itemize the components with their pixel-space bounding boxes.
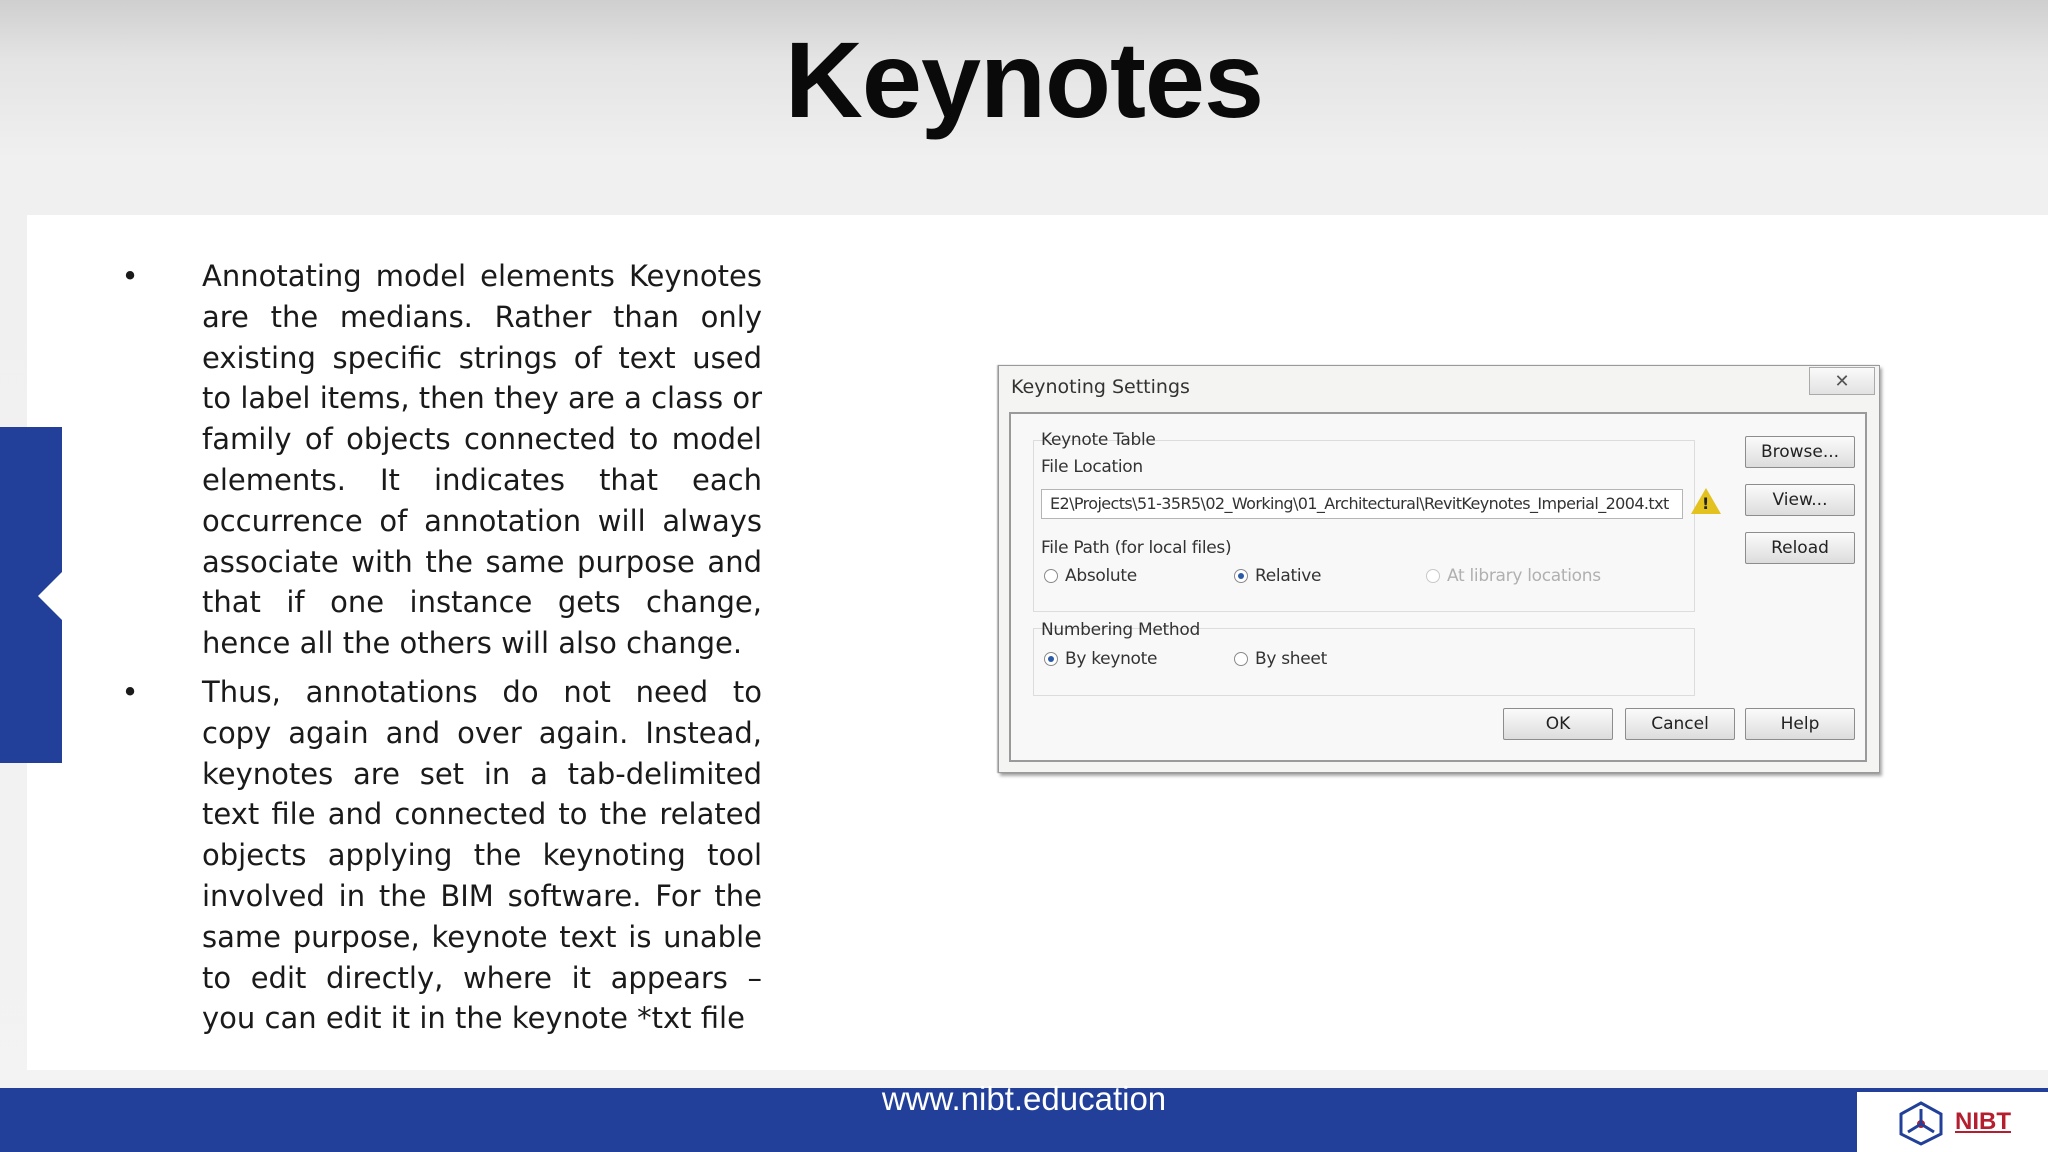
slide-title: Keynotes — [784, 19, 1264, 140]
bullet-text: Annotating model elements Keynotes are the medians. Rather than only existing specific strings of text used to label items, then they are a class or family of objects connected to model elements. It indicates that each occurrence of annotation will always associate with the same purpose and that if one instance gets change, hence all the others will also change. — [202, 259, 762, 661]
browse-button[interactable]: Browse... — [1745, 436, 1855, 468]
footer-url[interactable]: www.nibt.education — [881, 1080, 1167, 1117]
reload-button[interactable]: Reload — [1745, 532, 1855, 564]
warning-mark: ! — [1702, 494, 1710, 513]
logo-text: NIBT — [1955, 1108, 2011, 1135]
radio-absolute-label: Absolute — [1065, 566, 1137, 586]
keynote-table-label: Keynote Table — [1041, 430, 1156, 450]
help-button[interactable]: Help — [1745, 708, 1855, 740]
file-location-label: File Location — [1041, 457, 1143, 477]
nibt-logo-icon — [1897, 1100, 1945, 1146]
dialog-body — [1009, 412, 1867, 762]
logo — [1857, 1092, 2048, 1152]
bullet-item — [120, 256, 762, 664]
bullet-icon: • — [121, 674, 139, 709]
radio-by-keynote[interactable] — [1044, 652, 1058, 666]
chevron-left-icon[interactable] — [38, 572, 62, 620]
radio-library-locations[interactable] — [1426, 569, 1440, 583]
radio-absolute[interactable] — [1044, 569, 1058, 583]
bullet-text: Thus, annotations do not need to copy again and over again. Instead, keynotes are set in a tab-delimited text file and connected to the related objects applying the keynoting tool involved in the BIM software. For the same purpose, keynote text is unable to edit directly, where it appears – you can edit it in the keynote *txt file — [202, 674, 762, 1036]
radio-by-sheet-label: By sheet — [1255, 649, 1327, 669]
radio-by-sheet[interactable] — [1234, 652, 1248, 666]
close-icon[interactable]: ✕ — [1809, 367, 1875, 395]
radio-library-locations-label: At library locations — [1447, 566, 1601, 586]
bullet-list — [120, 256, 762, 1047]
dialog-title: Keynoting Settings — [1011, 376, 1190, 398]
bullet-icon: • — [121, 259, 139, 293]
file-path-label: File Path (for local files) — [1041, 538, 1232, 558]
bullet-item — [120, 672, 762, 1039]
file-location-field[interactable]: E2\Projects\51-35R5\02_Working\01_Architectural\RevitKeynotes_Imperial_2004.txt — [1041, 489, 1683, 519]
radio-relative[interactable] — [1234, 569, 1248, 583]
radio-by-keynote-label: By keynote — [1065, 649, 1158, 669]
ok-button[interactable]: OK — [1503, 708, 1613, 740]
cancel-button[interactable]: Cancel — [1625, 708, 1735, 740]
keynoting-settings-dialog — [998, 365, 1880, 773]
radio-relative-label: Relative — [1255, 566, 1322, 586]
numbering-method-label: Numbering Method — [1041, 620, 1200, 640]
view-button[interactable]: View... — [1745, 484, 1855, 516]
